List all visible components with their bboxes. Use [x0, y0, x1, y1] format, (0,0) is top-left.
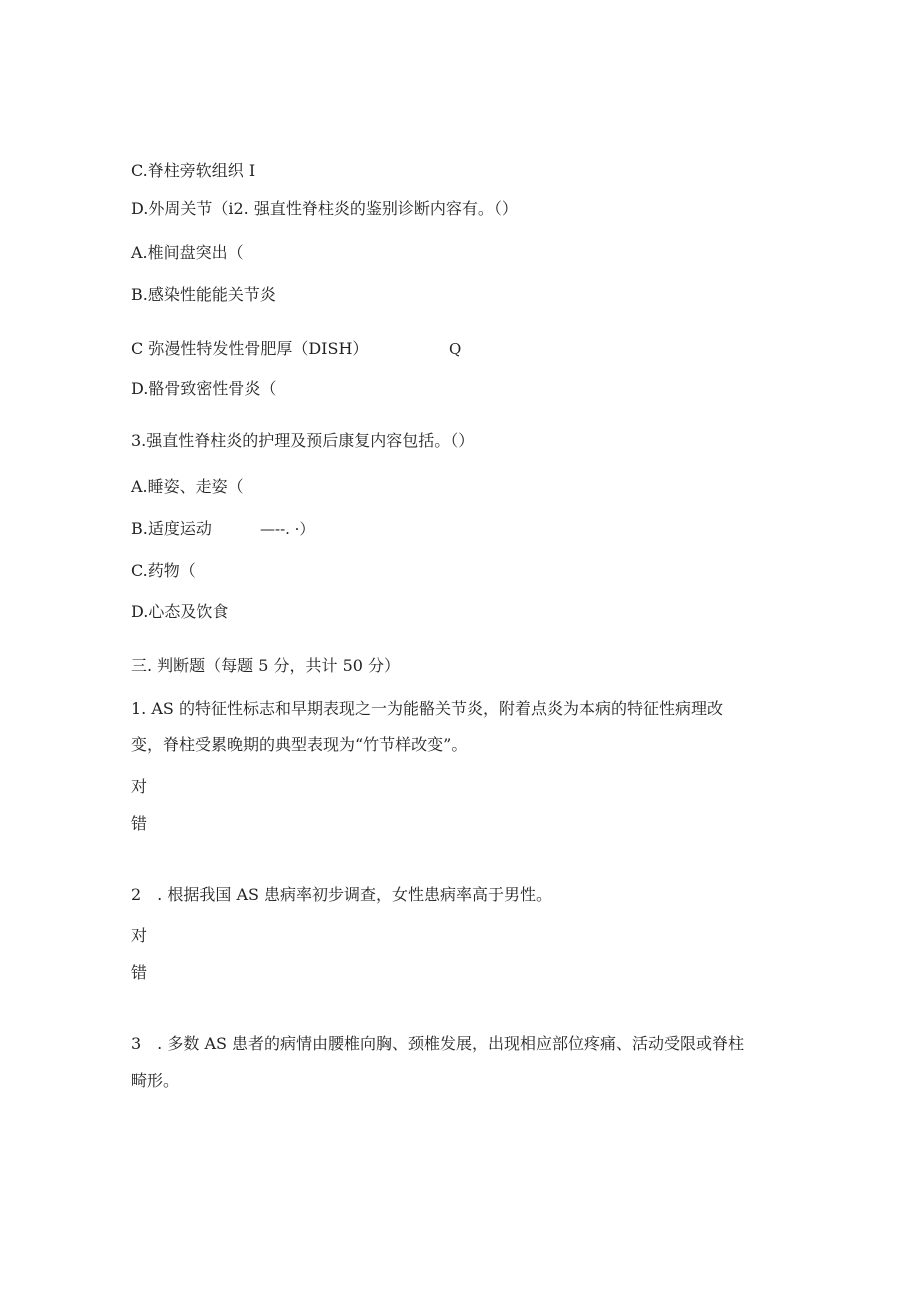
q3-option-b: B.适度运动	[131, 519, 212, 538]
tf3-line1: 3 . 多数 AS 患者的病情由腰椎向胸、颈椎发展，出现相应部位疼痛、活动受限或脊柱	[131, 1034, 745, 1053]
tf2-false-option: 错	[131, 963, 148, 982]
tf2-line1: 2 . 根据我国 AS 患病率初步调查，女性患病率高于男性。	[131, 885, 553, 904]
q1-option-c: C.脊柱旁软组织 I	[131, 161, 256, 180]
q2-option-a: A.椎间盘突出（	[131, 243, 244, 262]
tf1-false-option: 错	[131, 814, 148, 833]
q3-option-d: D.心态及饮食	[131, 602, 229, 621]
tf3-line2: 畸形。	[131, 1071, 180, 1090]
q2-option-c: C 弥漫性特发性骨肥厚（DISH）	[131, 339, 369, 358]
q3-option-c: C.药物（	[131, 561, 196, 580]
q3-option-b-mark: —--. ·）	[260, 520, 315, 538]
q3-option-a: A.睡姿、走姿（	[131, 477, 244, 496]
tf2-true-option: 对	[131, 926, 148, 945]
q2-option-b: B.感染性能能关节炎	[131, 285, 276, 304]
tf1-line1: 1. AS 的特征性标志和早期表现之一为能骼关节炎，附着点炎为本病的特征性病理改	[131, 699, 723, 718]
tf1-true-option: 对	[131, 777, 148, 796]
tf1-line2: 变，脊柱受累晚期的典型表现为“竹节样改变”。	[131, 735, 468, 754]
q2-option-d: D.骼骨致密性骨炎（	[131, 379, 277, 398]
q3-stem: 3.强直性脊柱炎的护理及预后康复内容包括。（）	[131, 431, 475, 450]
q2-option-c-mark: Q	[449, 340, 462, 358]
q1-option-d-q2-stem: D.外周关节（i2. 强直性脊柱炎的鉴别诊断内容有。（）	[131, 199, 518, 218]
section-heading: 三. 判断题（每题 5 分，共计 50 分）	[131, 656, 401, 675]
